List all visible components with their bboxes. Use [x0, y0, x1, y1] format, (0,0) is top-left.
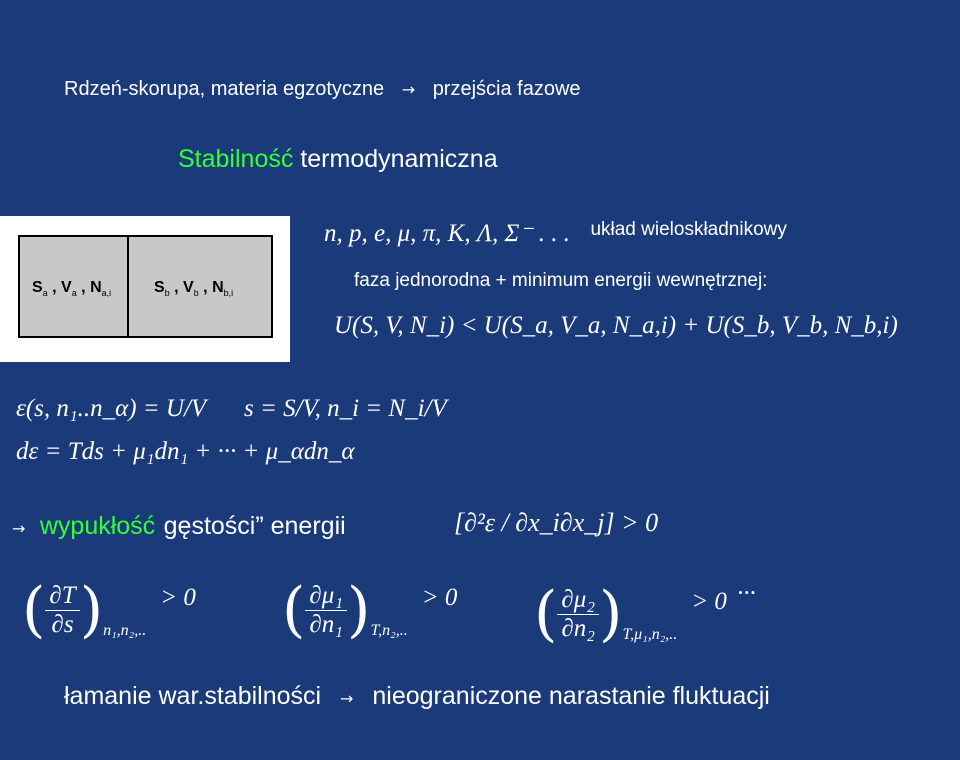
condition-2: ( $\frac{\text{∂μ₁}}{\text{∂n₁}}$ ) T,n₂,.. > 0	[282, 575, 458, 645]
header-line	[64, 78, 581, 101]
title-rest: termodynamiczna	[300, 145, 498, 173]
condition-3: ( $\frac{\text{∂μ₂}}{\text{∂n₂}}$ ) T,μ₁,n₂,.. > 0 ···	[534, 579, 756, 649]
arrow-icon: →	[12, 519, 26, 538]
condition-2-rel: > 0	[421, 584, 458, 611]
page-title	[178, 145, 498, 174]
header-left-text: Rdzeń-skorupa, materia egzotyczne	[64, 78, 385, 100]
energy-inequality: U(S, V, N_i) < U(S_a, V_a, N_a,i) + U(S_b, V_b, N_b,i)	[334, 312, 898, 339]
density-definitions: s = S/V, n_i = N_i/V	[243, 395, 447, 422]
condition-3-sub: T,μ₁,n₂,..	[622, 626, 678, 643]
condition-1-sub: n₁,n₂,..	[103, 622, 147, 639]
condition-3-rel: > 0	[691, 588, 727, 615]
hessian-condition: [∂²ε / ∂x_i∂x_j] > 0	[454, 508, 659, 537]
condition-2-den: ∂n₁	[309, 611, 343, 639]
variables-formula: n, p, e, μ, π, K, Λ, Σ⁻ . . .	[324, 220, 570, 247]
condition-2-num: ∂μ₁	[305, 582, 347, 612]
condition-2-sub: T,n₂,..	[370, 622, 408, 639]
subsystems-diagram	[0, 216, 290, 362]
footer-line	[64, 682, 770, 711]
condition-3-den: ∂n₂	[561, 615, 595, 643]
variables-line	[324, 218, 787, 248]
energy-differential: dε = Tds + μ₁dn₁ + ··· + μ_αdn_α	[16, 438, 355, 465]
footer-right: nieograniczone narastanie fluktuacji	[372, 682, 770, 710]
convexity-rest: gęstości” energii	[163, 512, 346, 540]
phase-text: faza jednorodna + minimum energii wewnętrznej:	[354, 270, 768, 291]
convexity-line	[12, 512, 346, 541]
arrow-icon: →	[401, 80, 416, 99]
right-cell-label: $S_b$ , $V_b$ , $N_{b,i}$	[154, 279, 234, 298]
condition-1-den: ∂s	[51, 611, 74, 639]
title-green-word: Stabilność	[178, 145, 294, 173]
condition-1-num: ∂T	[45, 582, 79, 612]
left-cell-label: $S_a$ , $V_a$ , $N_{a,i}$	[32, 279, 112, 298]
variables-label: układ wieloskładnikowy	[590, 219, 787, 240]
convexity-green-word: wypukłość	[39, 512, 156, 540]
partition-wall	[127, 237, 129, 336]
container-box	[18, 235, 273, 338]
header-right-text: przejścia fazowe	[432, 78, 581, 100]
epsilon-definition: ε(s, n₁..n_α) = U/V s = S/V, n_i = N_i/V	[16, 395, 447, 422]
continuation-dots: ···	[736, 580, 756, 607]
condition-1: ( $\frac{\partial T}{\partial s}$ ) n₁,n₂,.. > 0	[22, 575, 196, 645]
condition-1-rel: > 0	[160, 584, 196, 611]
condition-3-num: ∂μ₂	[557, 586, 599, 616]
arrow-icon: →	[340, 689, 354, 708]
footer-left: łamanie war.stabilności	[64, 682, 322, 710]
